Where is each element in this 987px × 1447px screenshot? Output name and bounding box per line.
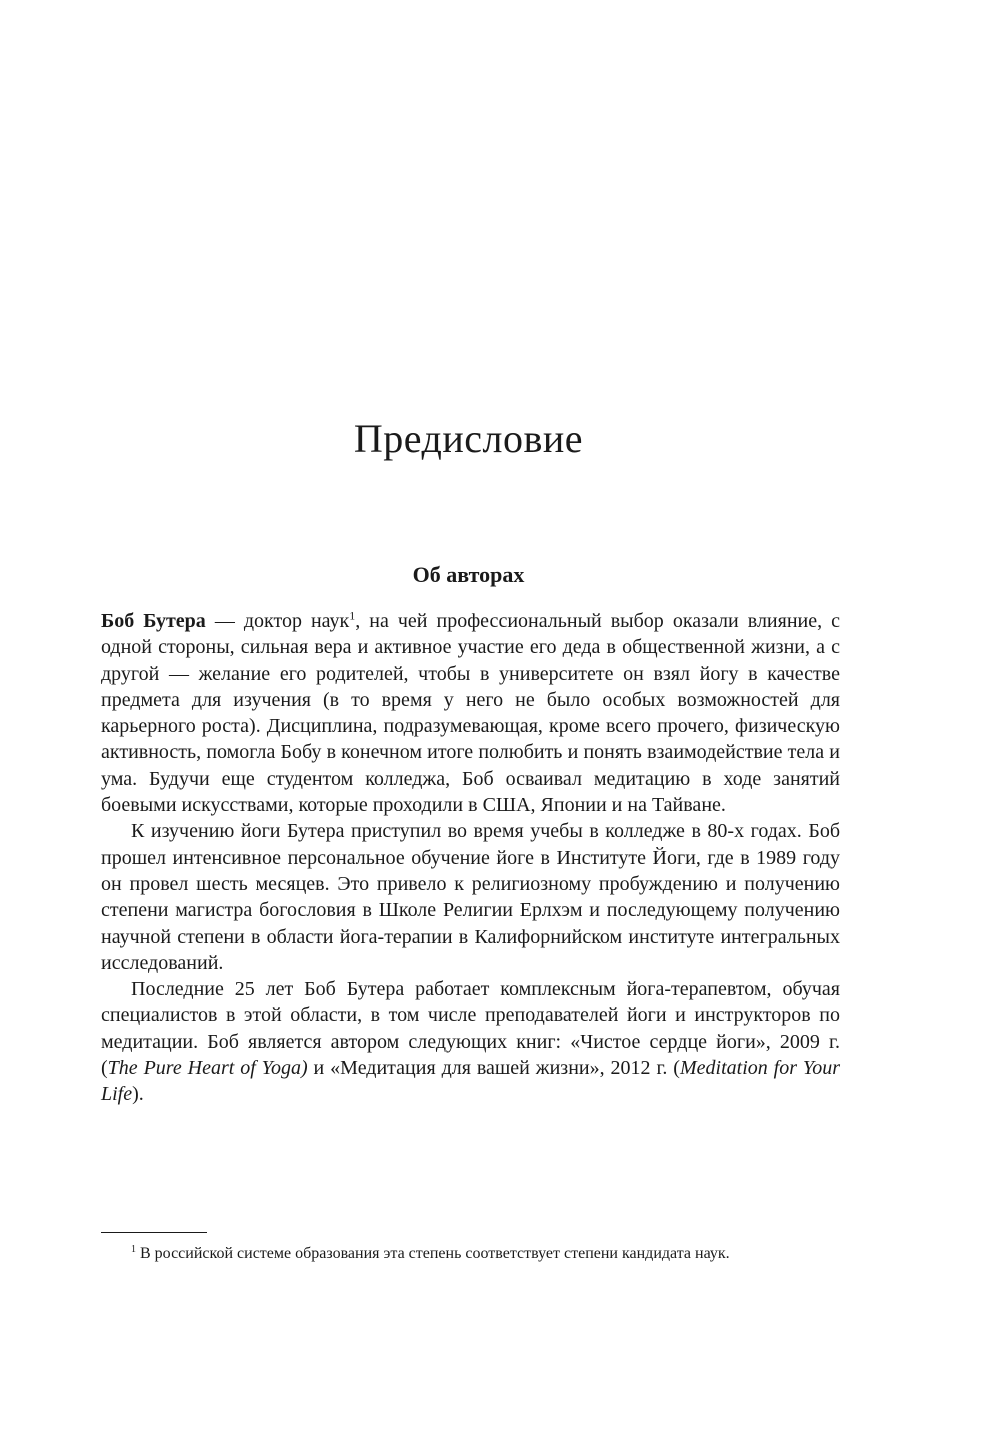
paragraph-2-text: К изучению йоги Бутера приступил во время учебы в колледже в 80-х годах. Боб прошел интенсивное персональное обучение йоге в Институте Йоги, где в 1989 году он провел шесть месяцев. Это привело к религиозному пробуждению и получению степени магистра богословия в Школе Религии Ерлхэм и последующему получению научной степени в области йога-терапии в Калифорнийском институте интегральных исследований. bbox=[101, 820, 840, 974]
footnote-divider bbox=[101, 1232, 207, 1233]
paragraph-1 bbox=[101, 608, 840, 818]
section-title: Об авторах bbox=[412, 562, 525, 587]
book-title-english-2: Meditation for Your Life bbox=[101, 1057, 840, 1106]
paragraph-3 bbox=[101, 976, 840, 1107]
footnote-reference[interactable]: 1 bbox=[349, 608, 356, 623]
paragraph-3-text-c: ). bbox=[132, 1083, 144, 1106]
footnote-mark: 1 bbox=[131, 1243, 136, 1255]
paragraph-1-text: , на чей профессиональный выбор оказали влияние, с одной стороны, сильная вера и активное участие его деда в общественной жизни, а с другой — желание его родителей, чтобы в университете он взял йогу в качестве предмета для изучения (в то время у него не было особых возможностей для карьерного роста). Дисциплина, подразумевающая, кроме всего прочего, физическую активность, помогла Бобу в конечном итоге полюбить и понять взаимодействие тела и ума. Будучи еще студентом колледжа, Боб осваивал медитацию в ходе занятий боевыми искусствами, которые проходили в США, Японии и на Тайване. bbox=[101, 610, 841, 817]
paragraph-1-intro: — доктор наук bbox=[205, 610, 350, 632]
body-text bbox=[101, 608, 840, 1108]
author-name: Боб Бутера bbox=[101, 610, 206, 632]
paragraph-2 bbox=[101, 818, 840, 976]
footnote bbox=[101, 1242, 840, 1266]
footnote-text: В российской системе образования эта степень соответствует степени кандидата наук. bbox=[140, 1245, 730, 1262]
paragraph-3-text-a: Последние 25 лет Боб Бутера работает комплексным йога-терапевтом, обучая специалистов в этой области, в том числе преподавателей йоги и инструкторов по медитации. Боб является автором следующих книг: «Чистое сердце йоги», 2009 г. ( bbox=[101, 978, 840, 1080]
page-title: Предисловие bbox=[353, 416, 584, 461]
book-title-english-1: The Pure Heart of Yoga) bbox=[107, 1057, 308, 1080]
paragraph-3-text-b: и «Медитация для вашей жизни», 2012 г. ( bbox=[307, 1057, 680, 1080]
